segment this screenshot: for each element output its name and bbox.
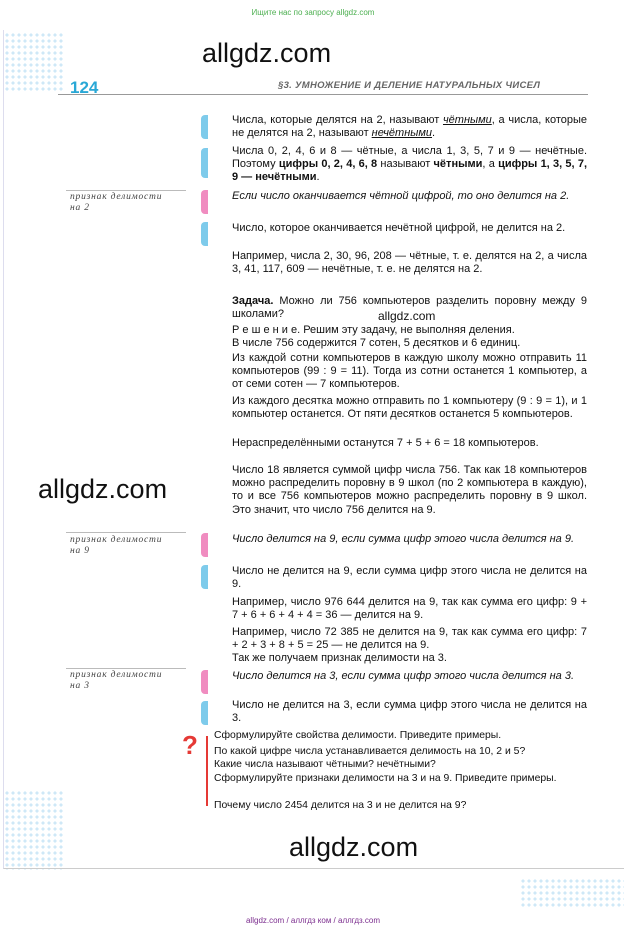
chapter-header: §3. УМНОЖЕНИЕ И ДЕЛЕНИЕ НАТУРАЛЬНЫХ ЧИСЕЛ bbox=[278, 80, 541, 91]
paragraph-marker bbox=[201, 701, 208, 725]
rule-divisible-by-9: Число делится на 9, если сумма цифр этого числа делится на 9. bbox=[232, 533, 575, 545]
paragraph: Нераспределёнными останутся 7 + 5 + 6 = 18 компьютеров. bbox=[232, 437, 539, 449]
rule-marker bbox=[201, 670, 208, 694]
question-item: Какие числа называют чётными? нечётными? bbox=[214, 759, 436, 770]
side-label-line: признак делимости bbox=[70, 535, 163, 545]
side-label-line: признак делимости bbox=[70, 192, 163, 202]
question-item: Сформулируйте свойства делимости. Приведите примеры. bbox=[214, 730, 502, 741]
rule-divisible-by-3: Число делится на 3, если сумма цифр этого числа делится на 3. bbox=[232, 670, 575, 682]
paragraph-not-divisible-by-2: Число, которое оканчивается нечётной цифрой, не делится на 2. bbox=[232, 222, 566, 234]
question-item: Сформулируйте признаки делимости на 3 и на 9. Приведите примеры. bbox=[214, 773, 557, 784]
paragraph-not-divisible-by-9: Число не делится на 9, если сумма цифр этого числа не делится на 9. bbox=[232, 565, 587, 591]
footer-links[interactable]: allgdz.com / аллгдз ком / аллгдз.com bbox=[245, 916, 381, 925]
paragraph-example-2: Например, числа 2, 30, 96, 208 — чётные, т. е. делятся на 2, а числа 3, 41, 117, 609 — нечётные, т. е. не делятся на 2. bbox=[232, 250, 587, 276]
watermark-small: allgdz.com bbox=[378, 309, 436, 323]
dot-pattern-bottom-right bbox=[520, 878, 624, 908]
paragraph-even-odd-digits: Числа 0, 2, 4, 6 и 8 — чётные, а числа 1, 3, 5, 7 и 9 — нечётные. Поэтому цифры 0, 2, 4, 6, 8 называют чётными, а цифры 1, 3, 5, 7, 9 — нечётными. bbox=[232, 145, 587, 184]
rule-marker bbox=[201, 533, 208, 557]
question-bar bbox=[206, 736, 208, 806]
question-mark-icon: ? bbox=[182, 730, 198, 760]
watermark: allgdz.com bbox=[289, 832, 419, 862]
paragraph-marker bbox=[201, 115, 208, 139]
side-label-line: на 9 bbox=[70, 546, 90, 556]
paragraph: Из каждого десятка можно отправить по 1 компьютеру (9 : 9 = 1), и 1 компьютер останется. От пяти десятков останется 5 компьютеров. bbox=[232, 395, 587, 421]
paragraph-not-divisible-by-3: Число не делится на 3, если сумма цифр этого числа не делится на 3. bbox=[232, 699, 587, 725]
watermark: allgdz.com bbox=[202, 38, 332, 68]
paragraph-marker bbox=[201, 222, 208, 246]
paragraph-marker bbox=[201, 148, 208, 178]
side-label-rule bbox=[66, 668, 186, 669]
watermark: allgdz.com bbox=[38, 474, 168, 504]
side-label-rule bbox=[66, 190, 186, 191]
paragraph: Так же получаем признак делимости на 3. bbox=[232, 652, 447, 664]
side-label-rule bbox=[66, 532, 186, 533]
paragraph-marker bbox=[201, 565, 208, 589]
paragraph: В числе 756 содержится 7 сотен, 5 десятков и 6 единиц. bbox=[232, 337, 521, 349]
question-item: Почему число 2454 делится на 3 и не делится на 9? bbox=[214, 800, 467, 811]
paragraph-example-9: Например, число 976 644 делится на 9, так как сумма его цифр: 9 + 7 + 6 + 6 + 4 + 4 = 36 — делится на 9. bbox=[232, 596, 587, 622]
rule-divisible-by-2: Если число оканчивается чётной цифрой, то оно делится на 2. bbox=[232, 190, 570, 202]
dot-pattern-top-left bbox=[4, 32, 64, 92]
paragraph-task: Задача. Можно ли 756 компьютеров разделить поровну между 9 школами? bbox=[232, 295, 587, 321]
paragraph-even-odd-definition: Числа, которые делятся на 2, называют чётными, а числа, которые не делятся на 2, называют нечётными. bbox=[232, 114, 588, 140]
paragraph-example-not-9: Например, число 72 385 не делится на 9, так как сумма его цифр: 7 + 2 + 3 + 8 + 5 = 25 — не делится на 9. bbox=[232, 626, 587, 652]
side-label-line: на 3 bbox=[70, 681, 90, 691]
header-rule bbox=[58, 94, 588, 95]
top-note: Ищите нас по запросу allgdz.com bbox=[251, 8, 375, 17]
side-label-line: на 2 bbox=[70, 203, 90, 213]
page-number: 124 bbox=[70, 78, 99, 97]
side-label-divisibility-9 bbox=[70, 535, 162, 557]
paragraph-solution: Р е ш е н и е. Решим эту задачу, не выполняя деления. bbox=[232, 324, 515, 336]
paragraph: Число 18 является суммой цифр числа 756. Так как 18 компьютеров можно распределить поровну в 9 школ (по 2 компьютера в каждую), то и все 756 компьютеров можно распределить поровну в 9 школ. Это значит, что число 756 делится на 9. bbox=[232, 464, 587, 516]
dot-pattern-bottom-left bbox=[4, 790, 64, 870]
side-label-line: признак делимости bbox=[70, 670, 163, 680]
side-label-divisibility-2 bbox=[70, 192, 162, 214]
side-label-divisibility-3 bbox=[70, 670, 162, 692]
question-item: По какой цифре числа устанавливается делимость на 10, 2 и 5? bbox=[214, 746, 526, 757]
rule-marker bbox=[201, 190, 208, 214]
paragraph: Из каждой сотни компьютеров в каждую школу можно отправить 11 компьютеров (99 : 9 = 11). Тогда из сотни останется 1 компьютер, а от семи сотен — 7 компьютеров. bbox=[232, 352, 587, 391]
